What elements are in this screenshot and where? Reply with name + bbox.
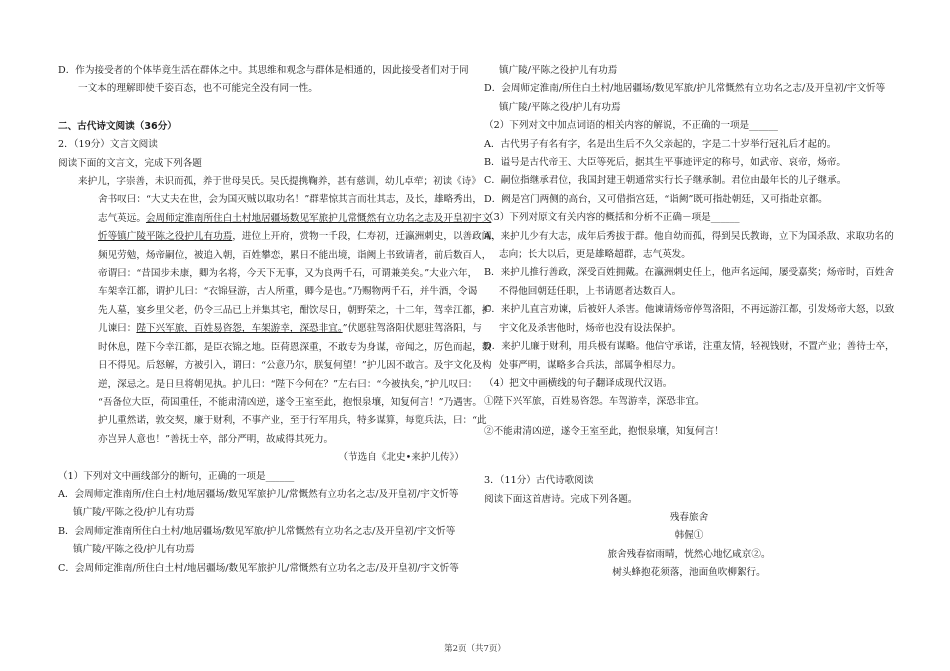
answer-option-b: B．来护儿推行善政，深受百姓拥戴。在瀛洲刺史任上，他声名远闻，屡受嘉奖；炀帝时，百姓舍: [484, 267, 894, 279]
section-title: 二、古代诗文阅读（36分）: [58, 120, 177, 132]
answer-option-b: B．谥号是古代帝王、大臣等死后，据其生平事迹评定的称号，如武帝、哀帝，炀帝。: [484, 157, 847, 169]
answer-option-a: A．来护儿少有大志，成年后秀拔于群。他自幼而孤，得到吴氏教诲，立下为国杀敌、求取功名的: [484, 230, 894, 242]
passage-line: 逆，深忌之。是日旦将朝见执。护儿曰：“陛下今何在？”左右曰：“今被执矣，”护儿叹曰：: [98, 378, 478, 390]
subquestion-stem: （3）下列对原文有关内容的概括和分析不正确－项是______: [484, 212, 740, 224]
answer-option-a: A．古代男子有名有字，名是出生后不久父亲起的，字是二十岁举行冠礼后才起的。: [484, 138, 837, 150]
poem-line: 旅舍残春宿雨晴，恍然心地忆咸京②。: [607, 548, 771, 560]
question-header: 3．（11分）古代诗歌阅读: [484, 475, 594, 487]
answer-option-c: C．嗣位指继承君位，我国封建王朝通常实行长子继承制。君位由最年长的儿子继承。: [484, 175, 847, 187]
poem-line: 树头蜂抱花须落，池面鱼吹柳絮行。: [612, 567, 766, 579]
right-column: [484, 62, 894, 583]
translation-sentence: ②不能肃清凶逆，遂令王室至此，抱恨泉壤，知复何言！: [484, 425, 724, 437]
passage-line: 先人墓，宴乡里父老，仍令三品已上并集其宅，酣饮尽日，朝野荣之，十二年，驾幸江都，护: [98, 304, 492, 316]
poem-author: 韩偓①: [674, 530, 704, 542]
answer-option-d: 镇广陵/平陈之役/护儿有功焉: [499, 101, 621, 113]
passage-line: 车架幸江都，谓护儿曰：“衣锦昼游，古人所重，卿今是也。”乃赐物两千石，并牛酒，令谒: [98, 286, 478, 298]
question-instruction: 阅读下面这首唐诗。完成下列各题。: [484, 493, 638, 505]
page-footer: 第2页（共7页）: [444, 644, 506, 654]
subquestion-stem: （4）把文中画横线的句子翻译成现代汉语。: [484, 377, 673, 389]
answer-option-c: C．来护儿直言劝谏，后被奸人杀害。他谏请炀帝停驾洛阳，不再远游江都，引发炀帝大怒，以致: [484, 304, 895, 316]
answer-option-c: C．会周师定淮南/所住白土村/地居疆场/数见军旅护儿/常慨然有立功名之志/及开皇初/宇文忻等: [58, 562, 459, 574]
answer-option-b: 不得他回朝廷任职，上书请愿者达数百人。: [499, 285, 682, 297]
answer-option-d: D．阙是宫门两侧的高台，又可借指宫廷，“诣阙”既可指赴朝廷，又可指赴京都。: [484, 193, 828, 205]
question-instruction: 阅读下面的文言文，完成下列各题: [58, 157, 202, 169]
passage-line: 护儿重然诺，敦交契，廉于财利，不事产业，至于行军用兵，特多谋算，每览兵法，曰：“此: [98, 415, 487, 427]
question-header: 2．（19分）文言文阅读: [58, 139, 158, 151]
poem-title: 残春旅舍: [669, 511, 709, 523]
passage-line: 来护儿，字崇善，未识而孤，养于世母吴氏。吴氏提携鞠养，甚有慈训，幼儿卓荦；初读《诗》: [78, 176, 481, 188]
option-d-line: D．作为接受者的个体毕竟生活在群体之中。其思维和观念与群体是相通的，因此接受者们对于同: [58, 65, 469, 76]
answer-option-d: D．会周师定淮南/所住白土村/地居疆场/数见军旅/护儿常慨然有立功名之志/及开皇初/宇文忻等: [484, 83, 886, 95]
underlined-sentence: 陛下兴军旅，百姓易咨怨，车架游幸，深恐非宜。: [136, 323, 343, 335]
passage-source: （节选自《北史•来护儿传》）: [338, 452, 464, 464]
option-d-line: 一文本的理解即使千姿百态，也不可能完全没有同一性。: [78, 83, 318, 95]
passage-line: 志气英远。会周师定淮南所住白土村地居疆场数见军旅护儿常慨然有立功名之志及开皇初宇文: [98, 212, 492, 224]
underlined-sentence: 会周师定淮南所住白土村地居疆场数见军旅护儿常慨然有立功名之志及开皇初宇文: [145, 212, 492, 224]
passage-line: 舍书叹曰：“大丈夫在世，会为国灭贼以取功名！”群辈惊其言而壮其志，及长，雄略秀出，: [98, 194, 482, 206]
passage-line: 忻等镇广陵平陈之役护儿有功焉，进位上开府，赏物一千段，仁寿初，迁瀛洲刺史，以善政闻，: [98, 231, 501, 243]
translation-sentence: ①陛下兴军旅，百姓易咨怨。车驾游幸，深恐非宜。: [484, 396, 705, 408]
answer-option-a: 镇广陵/平陈之役/护儿有功焉: [73, 507, 195, 519]
passage-line: 帝谓曰：“昔国步未康，卿为名将，今天下无事，又为良两千石，可谓兼美矣。”大业六年，: [98, 268, 478, 280]
answer-option-a: 志向；长大以后，更是雄略超群，志气英发。: [499, 249, 691, 261]
answer-option-b: B．会周师定淮南所住白土村/地居疆场/数见军旅/护儿常慨然有立功名之志/及开皇初/宇文忻等: [58, 525, 456, 537]
passage-line: 儿谏曰：陛下兴军旅，百姓易咨怨，车架游幸，深恐非宜。”伏愿驻驾洛阳伏愿驻驾洛阳，与: [98, 323, 482, 335]
underlined-sentence: 忻等镇广陵平陈之役护儿有功焉: [98, 231, 233, 243]
answer-option-c: 宇文化及杀害他时，炀帝也没有设法保护。: [499, 322, 682, 334]
answer-option-d: 处事严明，谋略多合兵法，部属争相尽力。: [499, 359, 682, 371]
passage-line: “吾备位大臣，荷国重任，不能肃清凶逆，遂令王室至此，抱恨泉壤，知复何言！”乃遇害。: [98, 396, 482, 408]
passage-line: 亦岂异人意也！”善抚士卒，部分严明，故咸得其死力。: [98, 433, 334, 445]
answer-option-d: D．来护儿廉于财利，用兵极有谋略。他信守承诺，注重友情，轻视钱财，不置产业；善待士卒，: [484, 341, 895, 353]
subquestion-stem: （1）下列对文中画线部分的断句，正确的一项是______: [58, 470, 295, 482]
answer-option-b: 镇广陵/平陈之役/护儿有功焉: [73, 544, 195, 556]
left-column: [58, 62, 501, 578]
passage-line: 频见劳勉，炀帝嗣位，被追入朝，百姓攀恋，累日不能出境，诣阙上书致请者，前后数百人，: [98, 249, 492, 261]
subquestion-stem: （2）下列对文中加点词语的相关内容的解说，不正确的一项是______: [484, 120, 778, 132]
answer-option-c: 镇广陵/平陈之役护儿有功焉: [499, 65, 618, 76]
passage-line: 时休息，陛下今幸江都，是臣衣锦之地。臣荷恩深重，不敢专为身谋，帝闻之，厉色而起，数: [98, 341, 492, 353]
passage-line: 日不得见。后怒解，方被引入，谓曰：“公意乃尔，朕复何望！”护儿因不敢言。及宇文化及构: [98, 360, 492, 372]
answer-option-a: A．会周师定淮南所/住白土村/地居疆场/数见军旅护儿/常慨然有立功名之志/及开皇初/宇文忻等: [58, 488, 459, 500]
